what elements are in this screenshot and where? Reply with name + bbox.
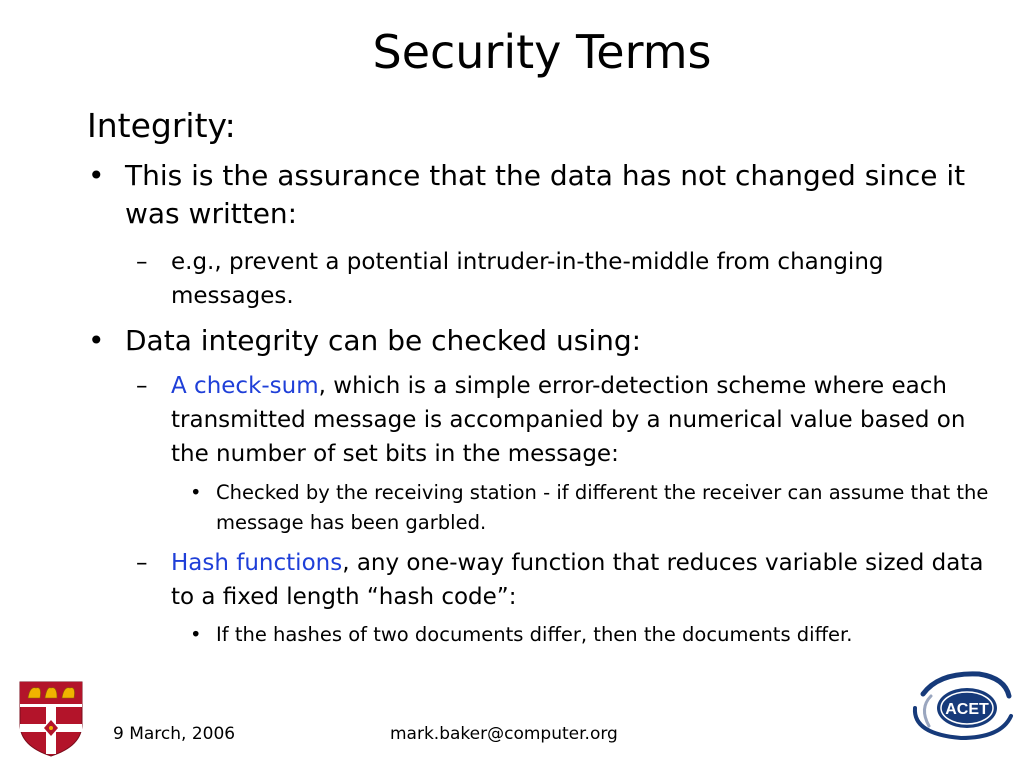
acet-logo-icon [909, 668, 1015, 742]
university-crest-icon [18, 680, 84, 758]
footer-email: mark.baker@computer.org [390, 724, 618, 744]
footer-date: 9 March, 2006 [113, 724, 236, 744]
small-bullet-marker: • [190, 623, 202, 646]
bullet-marker: • [88, 324, 105, 357]
subsub-item-text: If the hashes of two documents differ, then the documents differ. [216, 623, 853, 646]
bullet-marker: • [88, 159, 105, 192]
dash-marker: – [136, 249, 148, 275]
sub-item-example [136, 245, 1006, 313]
checksum-term: A check-sum [171, 373, 319, 399]
bullet-text: Data integrity can be checked using: [125, 324, 642, 357]
section-heading: Integrity: [87, 106, 236, 145]
acet-logo-text: ACET [945, 701, 989, 718]
bullet-text: This is the assurance that the data has not changed since it was written: [125, 159, 966, 230]
slide-title: Security Terms [372, 25, 712, 79]
small-bullet-marker: • [190, 481, 202, 504]
subsub-item-hashes-differ [190, 620, 1006, 650]
subsub-item-receiving-station [190, 478, 1006, 538]
dash-marker: – [136, 550, 148, 576]
hash-functions-term: Hash functions [171, 550, 343, 576]
bullet-item-assurance [88, 157, 1005, 233]
sub-item-hash-functions [136, 546, 1006, 614]
dash-marker: – [136, 373, 148, 399]
subsub-item-text: Checked by the receiving station - if different the receiver can assume that the message has been garbled. [216, 481, 989, 534]
sub-item-text: , any one-way function that reduces variable sized data to a fixed length “hash code”: [171, 550, 984, 610]
bullet-item-checked-using [88, 322, 1005, 360]
sub-item-text: , which is a simple error-detection scheme where each transmitted message is accompanied by a numerical value based on the number of set bits in the message: [171, 373, 966, 467]
sub-item-checksum [136, 369, 1006, 471]
sub-item-text: e.g., prevent a potential intruder-in-the-middle from changing messages. [171, 249, 884, 309]
